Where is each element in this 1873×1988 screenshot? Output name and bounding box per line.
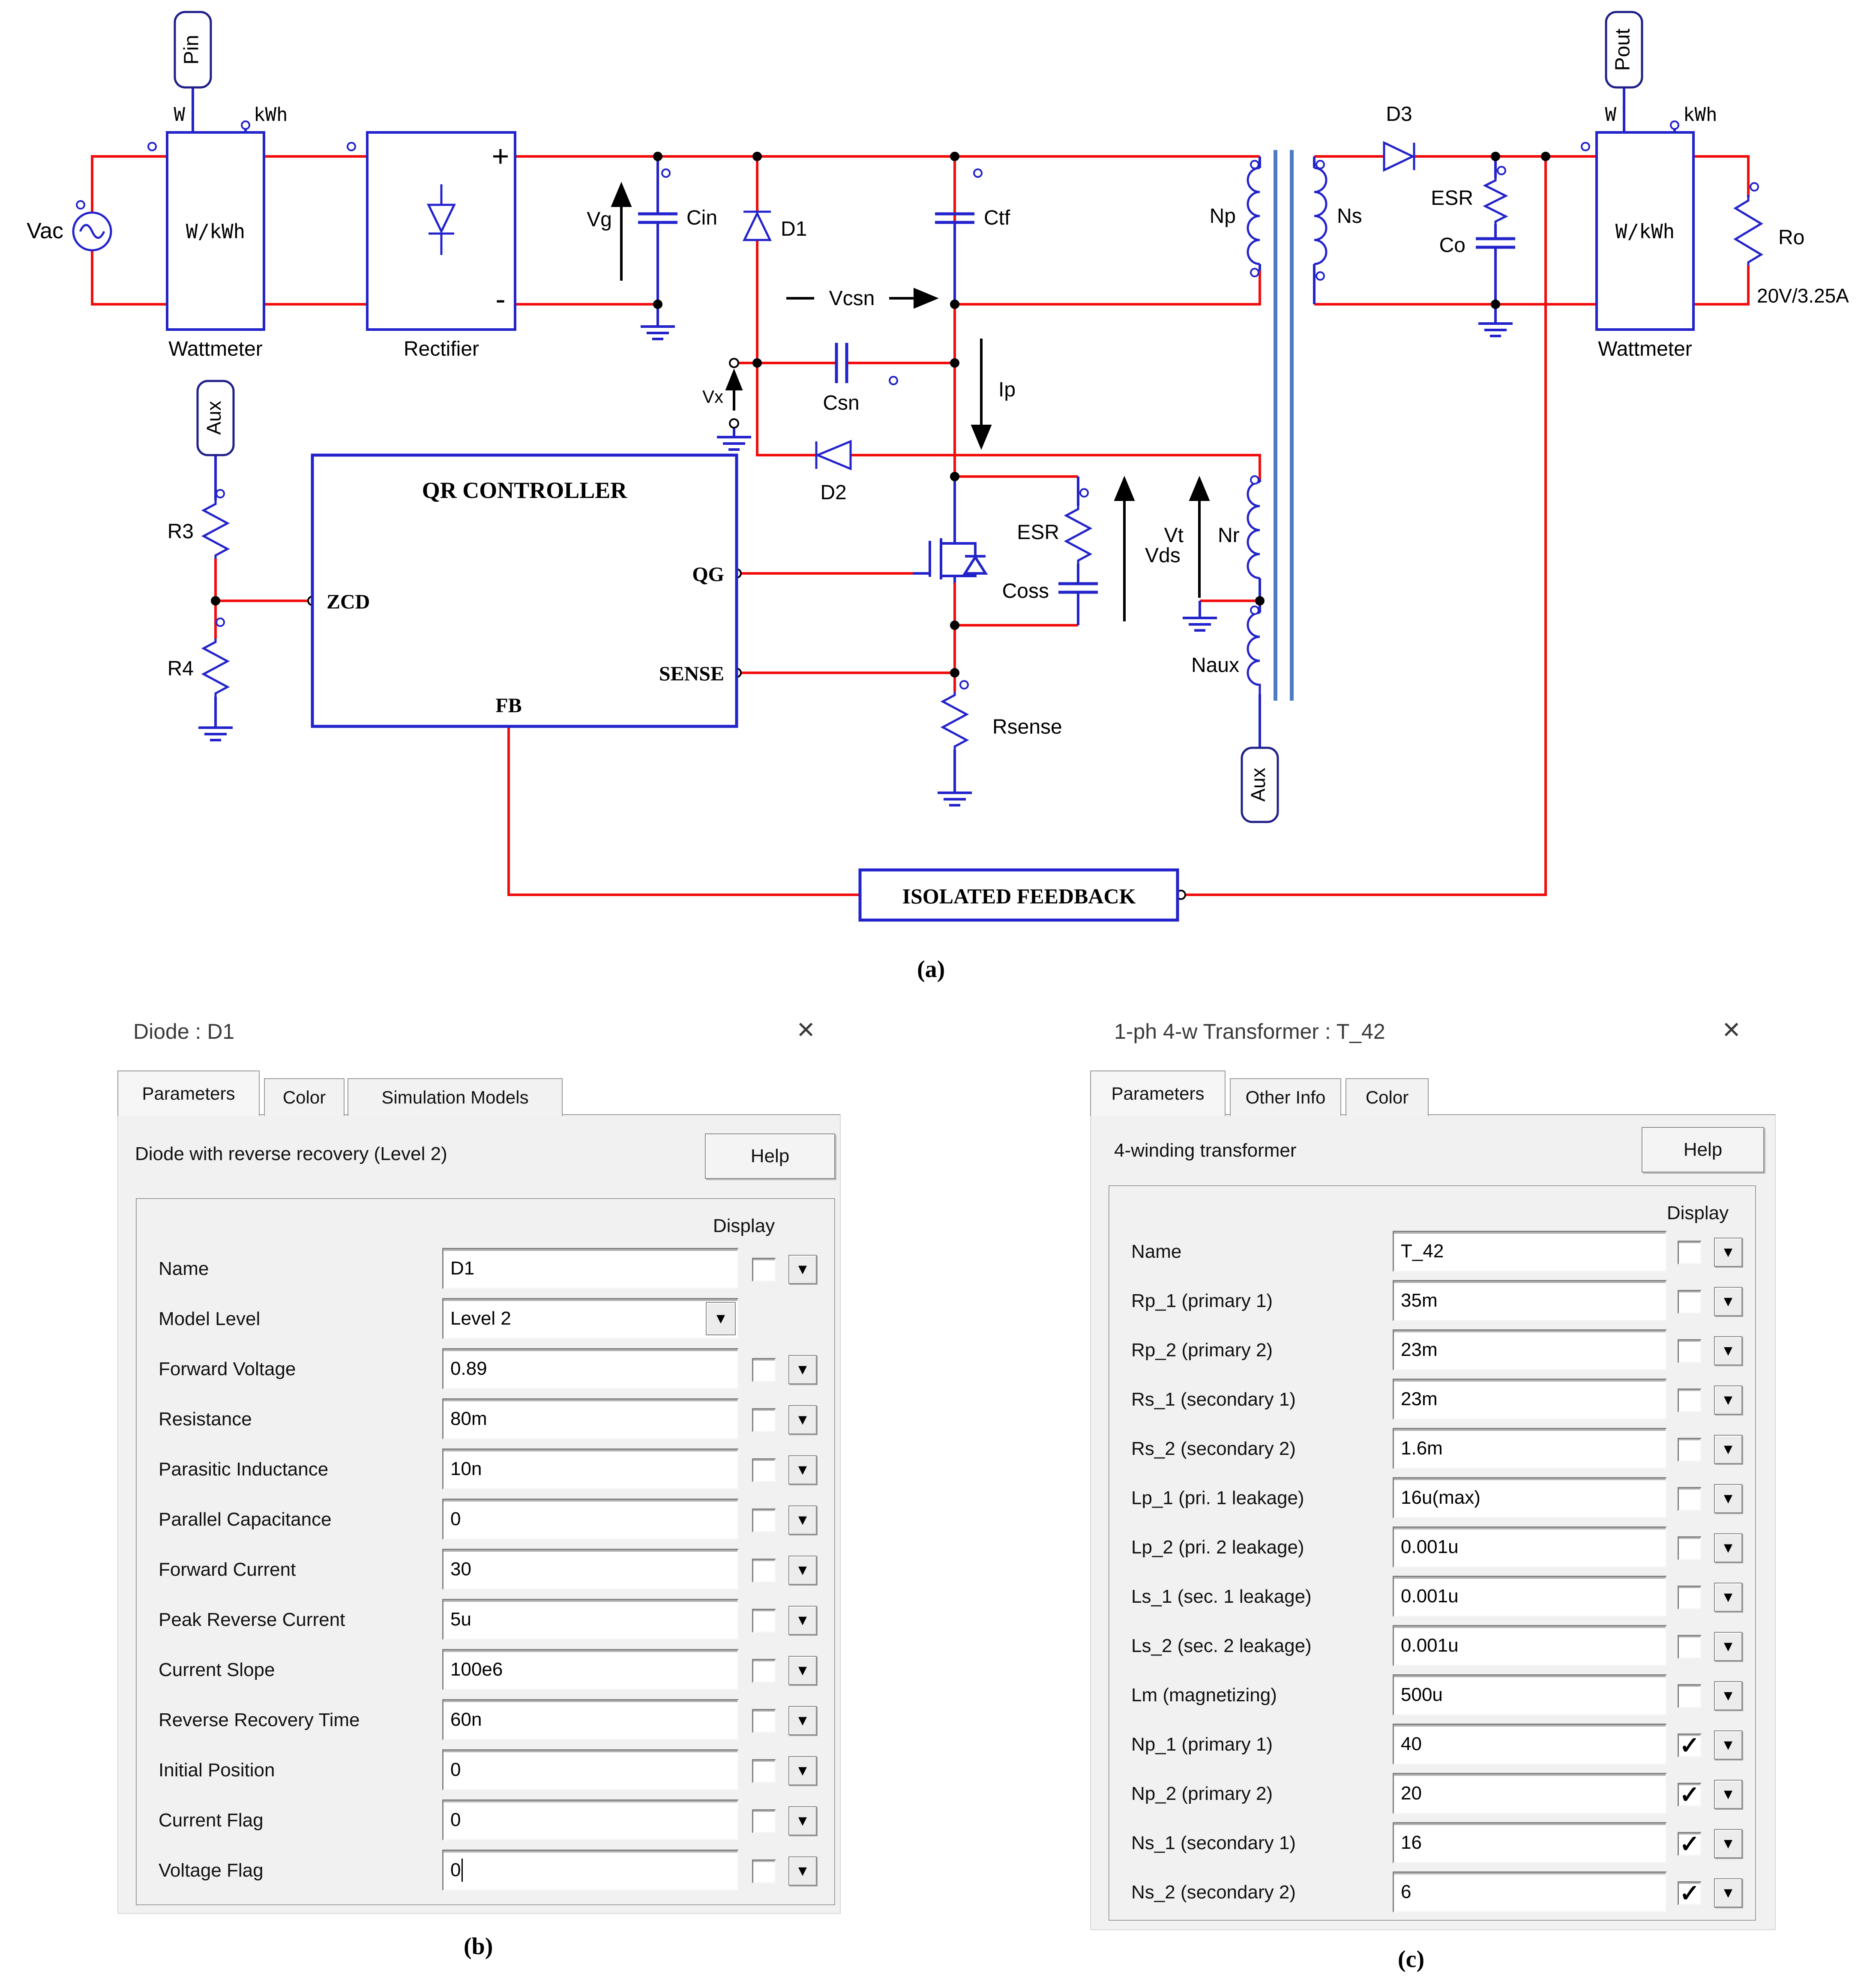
dropdown-arrow-button[interactable] xyxy=(1714,1435,1742,1464)
param-label: Ls_2 (sec. 2 leakage) xyxy=(1131,1635,1312,1656)
tab-color-d1[interactable] xyxy=(264,1078,345,1116)
tab-parameters-t42-label: Parameters xyxy=(1111,1083,1205,1103)
np-winding-symbol xyxy=(1248,168,1260,264)
dropdown-arrow-icon: ▼ xyxy=(795,1361,810,1378)
param-label: Voltage Flag xyxy=(159,1860,264,1881)
dropdown-arrow-icon: ▼ xyxy=(1721,1391,1735,1408)
aux-probe-bottom-label: Aux xyxy=(1247,768,1270,802)
ip-label: Ip xyxy=(998,378,1016,401)
help-button-t42-label: Help xyxy=(1683,1139,1723,1160)
dropdown-arrow-button[interactable] xyxy=(1714,1878,1742,1907)
param-label: Rs_2 (secondary 2) xyxy=(1131,1438,1296,1459)
w-out-label: W xyxy=(1605,104,1616,126)
param-input[interactable] xyxy=(442,1699,739,1740)
dropdown-arrow-icon: ▼ xyxy=(1721,1293,1735,1310)
aux-probe-top-label: Aux xyxy=(203,401,225,435)
param-label: Lp_2 (pri. 2 leakage) xyxy=(1131,1537,1304,1558)
kwh-in-label: kWh xyxy=(254,104,288,126)
tab-color-t42[interactable] xyxy=(1346,1078,1429,1116)
dropdown-arrow-icon: ▼ xyxy=(1721,1687,1735,1704)
dropdown-arrow-icon: ▼ xyxy=(1721,1490,1735,1507)
param-label: Name xyxy=(159,1258,209,1279)
display-checkbox[interactable] xyxy=(1678,1684,1702,1708)
param-input[interactable] xyxy=(1393,1428,1667,1469)
help-button-t42[interactable] xyxy=(1642,1127,1764,1172)
dropdown-arrow-button[interactable] xyxy=(1714,1238,1742,1267)
dropdown-arrow-button[interactable] xyxy=(1714,1829,1742,1858)
dialog-d1-display-header: Display xyxy=(713,1215,775,1236)
dropdown-arrow-icon: ▼ xyxy=(713,1310,728,1327)
naux-winding-symbol xyxy=(1248,613,1260,694)
esr-snubber-resistor-symbol xyxy=(1066,506,1090,564)
wattmeter-out-label: Wattmeter xyxy=(1598,338,1692,360)
param-value: 16 xyxy=(1401,1832,1422,1853)
display-checkbox[interactable] xyxy=(752,1809,776,1833)
param-label: Forward Voltage xyxy=(159,1358,296,1379)
tab-other-info-t42[interactable] xyxy=(1230,1078,1341,1116)
select-dropdown-arrow-icon[interactable] xyxy=(706,1302,736,1335)
param-label: Np_1 (primary 1) xyxy=(1131,1734,1273,1755)
param-label: Ns_1 (secondary 1) xyxy=(1131,1832,1296,1853)
dropdown-arrow-icon: ▼ xyxy=(795,1862,810,1879)
param-input[interactable] xyxy=(1393,1724,1667,1765)
param-label: Ns_2 (secondary 2) xyxy=(1131,1882,1296,1903)
display-checkbox[interactable] xyxy=(1678,1635,1702,1659)
dialog-d1-title: Diode : D1 xyxy=(133,1019,235,1043)
pout-probe xyxy=(1606,12,1642,87)
param-label: Current Slope xyxy=(159,1659,275,1680)
dropdown-arrow-button[interactable] xyxy=(788,1355,817,1384)
param-label: Rp_2 (primary 2) xyxy=(1131,1340,1273,1361)
param-value: 40 xyxy=(1401,1733,1422,1754)
vac-source-symbol xyxy=(73,213,111,250)
param-label: Rp_1 (primary 1) xyxy=(1131,1290,1273,1311)
ns-winding-symbol xyxy=(1314,168,1326,264)
dropdown-arrow-icon: ▼ xyxy=(1721,1638,1735,1655)
dropdown-arrow-icon: ▼ xyxy=(1721,1786,1735,1802)
dropdown-arrow-button[interactable] xyxy=(1714,1484,1742,1513)
param-select[interactable] xyxy=(442,1298,739,1339)
param-input[interactable] xyxy=(442,1649,739,1690)
param-value: 6 xyxy=(1401,1881,1411,1902)
param-label: Resistance xyxy=(159,1409,252,1430)
ctf-label: Ctf xyxy=(984,207,1010,229)
display-checkbox[interactable] xyxy=(1678,1438,1702,1462)
dropdown-arrow-button[interactable] xyxy=(788,1455,817,1484)
transformer-core xyxy=(1274,150,1294,701)
d1-diode-symbol xyxy=(743,212,771,240)
display-checkbox[interactable] xyxy=(1678,1241,1702,1265)
dropdown-arrow-button[interactable] xyxy=(788,1856,817,1886)
param-value: 10n xyxy=(450,1458,482,1479)
param-input[interactable] xyxy=(442,1549,739,1590)
display-checkbox[interactable] xyxy=(1678,1586,1702,1610)
param-input[interactable] xyxy=(1393,1773,1667,1814)
param-value: 0 xyxy=(450,1759,461,1780)
display-checkbox[interactable] xyxy=(1678,1487,1702,1511)
qg-pin-label: QG xyxy=(692,563,724,586)
caption-c: (c) xyxy=(1398,1946,1425,1973)
csn-capacitor-symbol xyxy=(836,343,847,383)
tab-parameters-t42[interactable] xyxy=(1090,1070,1226,1116)
r4-label: R4 xyxy=(167,657,194,680)
param-label: Lp_1 (pri. 1 leakage) xyxy=(1131,1487,1304,1508)
param-label: Ls_1 (sec. 1 leakage) xyxy=(1131,1586,1312,1607)
d3-diode-symbol xyxy=(1384,143,1414,170)
param-label: Parallel Capacitance xyxy=(159,1509,332,1530)
dropdown-arrow-icon: ▼ xyxy=(795,1261,810,1277)
d2-diode-symbol xyxy=(816,441,851,469)
dropdown-arrow-icon: ▼ xyxy=(1721,1342,1735,1359)
tab-color-d1-label: Color xyxy=(282,1087,326,1107)
param-value: 16u(max) xyxy=(1401,1487,1480,1508)
param-value: 1.6m xyxy=(1401,1438,1443,1459)
nr-winding-symbol xyxy=(1248,482,1260,578)
dialog-t42-description: 4-winding transformer xyxy=(1114,1140,1297,1161)
rsense-resistor-symbol xyxy=(943,692,967,750)
np-label: Np xyxy=(1209,205,1236,228)
dialog-d1-description: Diode with reverse recovery (Level 2) xyxy=(135,1143,447,1164)
qr-controller-title: QR CONTROLLER xyxy=(422,477,627,503)
coss-label: Coss xyxy=(1002,580,1049,603)
param-label: Name xyxy=(1131,1241,1182,1262)
tab-parameters-d1[interactable] xyxy=(117,1070,260,1116)
kwh-out-label: kWh xyxy=(1683,104,1717,126)
tab-simulation-models-d1-label: Simulation Models xyxy=(381,1087,529,1107)
vx-label: Vx xyxy=(702,387,723,407)
tab-parameters-d1-label: Parameters xyxy=(142,1083,235,1103)
caption-a: (a) xyxy=(917,956,945,983)
dropdown-arrow-button[interactable] xyxy=(1714,1336,1742,1365)
param-value: 0.001u xyxy=(1401,1586,1459,1607)
param-label: Forward Current xyxy=(159,1559,296,1580)
param-value: 0.001u xyxy=(1401,1536,1459,1557)
param-input[interactable] xyxy=(442,1499,739,1540)
close-icon[interactable]: ✕ xyxy=(796,1017,816,1043)
cin-capacitor-symbol xyxy=(638,214,677,222)
dropdown-arrow-button[interactable] xyxy=(1714,1730,1742,1760)
mosfet-symbol xyxy=(913,477,986,583)
vac-label: Vac xyxy=(27,219,63,243)
param-input[interactable] xyxy=(1393,1526,1667,1568)
dropdown-arrow-icon: ▼ xyxy=(1721,1736,1735,1753)
dialog-t42-title: 1-ph 4-w Transformer : T_42 xyxy=(1114,1019,1385,1043)
display-checkbox[interactable] xyxy=(752,1609,776,1633)
param-value: 20 xyxy=(1401,1783,1422,1804)
pout-probe-label: Pout xyxy=(1611,28,1634,71)
param-label: Current Flag xyxy=(159,1810,264,1831)
dropdown-arrow-button[interactable] xyxy=(1714,1583,1742,1612)
param-value: 100e6 xyxy=(450,1659,503,1680)
display-checkbox[interactable] xyxy=(752,1659,776,1683)
param-input[interactable] xyxy=(442,1398,739,1439)
esr-snubber-label: ESR xyxy=(1017,521,1059,544)
param-value: T_42 xyxy=(1401,1241,1444,1262)
close-icon[interactable]: ✕ xyxy=(1722,1017,1741,1043)
ro-resistor-symbol xyxy=(1735,197,1761,265)
dropdown-arrow-icon: ▼ xyxy=(1721,1589,1735,1605)
fb-pin-label: FB xyxy=(495,694,522,717)
dropdown-arrow-icon: ▼ xyxy=(795,1411,810,1428)
help-button-d1-label: Help xyxy=(750,1145,790,1166)
param-value: 0 xyxy=(450,1859,461,1880)
vt-label: Vt xyxy=(1164,524,1184,547)
display-checkbox[interactable] xyxy=(752,1508,776,1532)
wkwh-in-label: W/kWh xyxy=(186,220,246,243)
coss-capacitor-symbol xyxy=(1058,584,1098,592)
param-value: 23m xyxy=(1401,1339,1438,1360)
param-input[interactable] xyxy=(1393,1871,1667,1913)
display-checkbox[interactable] xyxy=(752,1458,776,1482)
display-checkbox[interactable] xyxy=(752,1258,776,1282)
dropdown-arrow-button[interactable] xyxy=(788,1806,817,1835)
dropdown-arrow-icon: ▼ xyxy=(795,1562,810,1578)
rectifier-label: Rectifier xyxy=(403,338,479,360)
display-checkbox[interactable] xyxy=(752,1358,776,1382)
param-input[interactable] xyxy=(1393,1576,1667,1617)
param-value: 35m xyxy=(1401,1290,1438,1311)
dropdown-arrow-icon: ▼ xyxy=(795,1612,810,1628)
pin-probe xyxy=(175,12,211,87)
dropdown-arrow-button[interactable] xyxy=(1714,1287,1742,1316)
param-input[interactable] xyxy=(442,1599,739,1640)
display-checkbox[interactable] xyxy=(752,1759,776,1783)
dropdown-arrow-icon: ▼ xyxy=(1721,1835,1735,1852)
vg-label: Vg xyxy=(587,208,612,231)
param-value: 60n xyxy=(450,1709,482,1730)
dropdown-arrow-button[interactable] xyxy=(788,1505,817,1535)
param-label: Model Level xyxy=(159,1308,261,1329)
wattmeter-in-label: Wattmeter xyxy=(168,338,263,360)
param-input[interactable] xyxy=(1393,1280,1667,1321)
param-value: 0.001u xyxy=(1401,1635,1459,1656)
param-label: Initial Position xyxy=(159,1760,275,1781)
param-input[interactable] xyxy=(1393,1674,1667,1715)
dropdown-arrow-button[interactable] xyxy=(1714,1780,1742,1809)
tab-simulation-models-d1[interactable] xyxy=(348,1078,563,1116)
param-value: 23m xyxy=(1401,1388,1438,1409)
display-checkbox[interactable] xyxy=(752,1709,776,1733)
param-value: 5u xyxy=(450,1609,471,1630)
cin-label: Cin xyxy=(686,207,718,229)
caption-b: (b) xyxy=(464,1933,493,1960)
tab-color-t42-label: Color xyxy=(1365,1087,1409,1107)
param-input[interactable] xyxy=(442,1850,739,1891)
display-checkbox[interactable] xyxy=(1678,1339,1702,1363)
dropdown-arrow-button[interactable] xyxy=(788,1656,817,1685)
dropdown-arrow-icon: ▼ xyxy=(1721,1539,1735,1556)
dropdown-arrow-button[interactable] xyxy=(1714,1632,1742,1661)
display-checkbox[interactable] xyxy=(1678,1290,1702,1314)
dropdown-arrow-button[interactable] xyxy=(788,1756,817,1785)
param-input[interactable] xyxy=(1393,1231,1667,1272)
param-input[interactable] xyxy=(442,1448,739,1490)
dropdown-arrow-icon: ▼ xyxy=(795,1461,810,1478)
wkwh-out-label: W/kWh xyxy=(1615,220,1675,243)
pin-probe-label: Pin xyxy=(180,35,203,65)
display-checkbox[interactable] xyxy=(752,1859,776,1883)
d3-label: D3 xyxy=(1386,103,1412,126)
ns-label: Ns xyxy=(1337,205,1362,228)
dropdown-arrow-button[interactable] xyxy=(788,1255,817,1284)
dropdown-arrow-icon: ▼ xyxy=(795,1762,810,1779)
dialog-t42-display-header: Display xyxy=(1666,1202,1729,1223)
param-label: Peak Reverse Current xyxy=(159,1609,345,1630)
param-label: Reverse Recovery Time xyxy=(159,1709,360,1730)
display-checkbox[interactable] xyxy=(1678,1388,1702,1412)
r4-resistor-symbol xyxy=(204,639,228,697)
param-value: 30 xyxy=(450,1559,471,1580)
param-input[interactable] xyxy=(442,1348,739,1389)
d1-label: D1 xyxy=(781,218,807,240)
csn-label: Csn xyxy=(823,392,860,414)
text-cursor xyxy=(462,1859,463,1882)
dropdown-arrow-icon: ▼ xyxy=(1721,1441,1735,1457)
vcsn-label: Vcsn xyxy=(829,287,875,310)
param-input[interactable] xyxy=(1393,1625,1667,1666)
param-value: 80m xyxy=(450,1408,487,1429)
dropdown-arrow-button[interactable] xyxy=(788,1706,817,1735)
param-input[interactable] xyxy=(1393,1379,1667,1420)
isolated-feedback-label: ISOLATED FEEDBACK xyxy=(902,884,1136,908)
naux-label: Naux xyxy=(1191,654,1239,677)
aux-probe-bottom xyxy=(1242,748,1278,822)
r3-resistor-symbol xyxy=(204,501,228,559)
param-label: Lm (magnetizing) xyxy=(1131,1685,1277,1706)
r3-label: R3 xyxy=(167,520,194,543)
dropdown-arrow-button[interactable] xyxy=(1714,1533,1742,1562)
vds-label: Vds xyxy=(1145,544,1181,567)
co-label: Co xyxy=(1439,234,1465,257)
param-input[interactable] xyxy=(442,1248,739,1289)
param-value: D1 xyxy=(450,1258,475,1279)
esr-output-resistor-symbol xyxy=(1485,178,1506,224)
param-input[interactable] xyxy=(442,1799,739,1841)
param-input[interactable] xyxy=(1393,1822,1667,1863)
w-in-label: W xyxy=(174,104,185,126)
dropdown-arrow-icon: ▼ xyxy=(795,1511,810,1528)
dropdown-arrow-button[interactable] xyxy=(788,1405,817,1434)
dropdown-arrow-button[interactable] xyxy=(788,1556,817,1585)
display-checkbox[interactable]: ✓ xyxy=(1678,1881,1702,1905)
nr-label: Nr xyxy=(1218,524,1240,547)
dropdown-arrow-icon: ▼ xyxy=(1721,1244,1735,1260)
dropdown-arrow-icon: ▼ xyxy=(1721,1884,1735,1901)
rsense-label: Rsense xyxy=(992,716,1062,738)
param-input[interactable] xyxy=(1393,1477,1667,1518)
dropdown-arrow-icon: ▼ xyxy=(795,1662,810,1679)
param-label: Rs_1 (secondary 1) xyxy=(1131,1389,1296,1410)
zcd-pin-label: ZCD xyxy=(327,591,370,613)
param-value: 0 xyxy=(450,1809,461,1830)
param-value: 500u xyxy=(1401,1684,1443,1705)
help-button-d1[interactable] xyxy=(705,1133,835,1179)
display-checkbox[interactable]: ✓ xyxy=(1678,1783,1702,1807)
ro-label: Ro xyxy=(1778,226,1805,249)
co-capacitor-symbol xyxy=(1476,239,1515,247)
dropdown-arrow-button[interactable] xyxy=(1714,1385,1742,1415)
d2-label: D2 xyxy=(820,481,847,504)
param-label: Np_2 (primary 2) xyxy=(1131,1783,1273,1804)
param-input[interactable] xyxy=(1393,1329,1667,1370)
display-checkbox[interactable] xyxy=(752,1559,776,1583)
sense-pin-label: SENSE xyxy=(659,663,724,685)
dropdown-arrow-icon: ▼ xyxy=(795,1712,810,1729)
esr-out-label: ESR xyxy=(1431,187,1473,210)
param-value: Level 2 xyxy=(450,1308,511,1329)
param-value: 0.89 xyxy=(450,1358,487,1379)
aux-probe-top xyxy=(198,381,234,455)
param-value: 0 xyxy=(450,1508,461,1529)
ro-rating-label: 20V/3.25A xyxy=(1757,285,1849,307)
display-checkbox[interactable] xyxy=(1678,1536,1702,1560)
rectifier-plus-label: + xyxy=(491,139,509,173)
param-input[interactable] xyxy=(442,1749,739,1790)
dropdown-arrow-button[interactable] xyxy=(788,1606,817,1635)
display-checkbox[interactable]: ✓ xyxy=(1678,1832,1702,1856)
dropdown-arrow-button[interactable] xyxy=(1714,1681,1742,1710)
dropdown-arrow-icon: ▼ xyxy=(795,1812,810,1829)
param-label: Parasitic Inductance xyxy=(159,1459,329,1480)
rectifier-minus-label: - xyxy=(495,282,506,316)
tab-other-info-t42-label: Other Info xyxy=(1245,1087,1326,1107)
display-checkbox[interactable] xyxy=(752,1408,776,1432)
display-checkbox[interactable]: ✓ xyxy=(1678,1733,1702,1757)
